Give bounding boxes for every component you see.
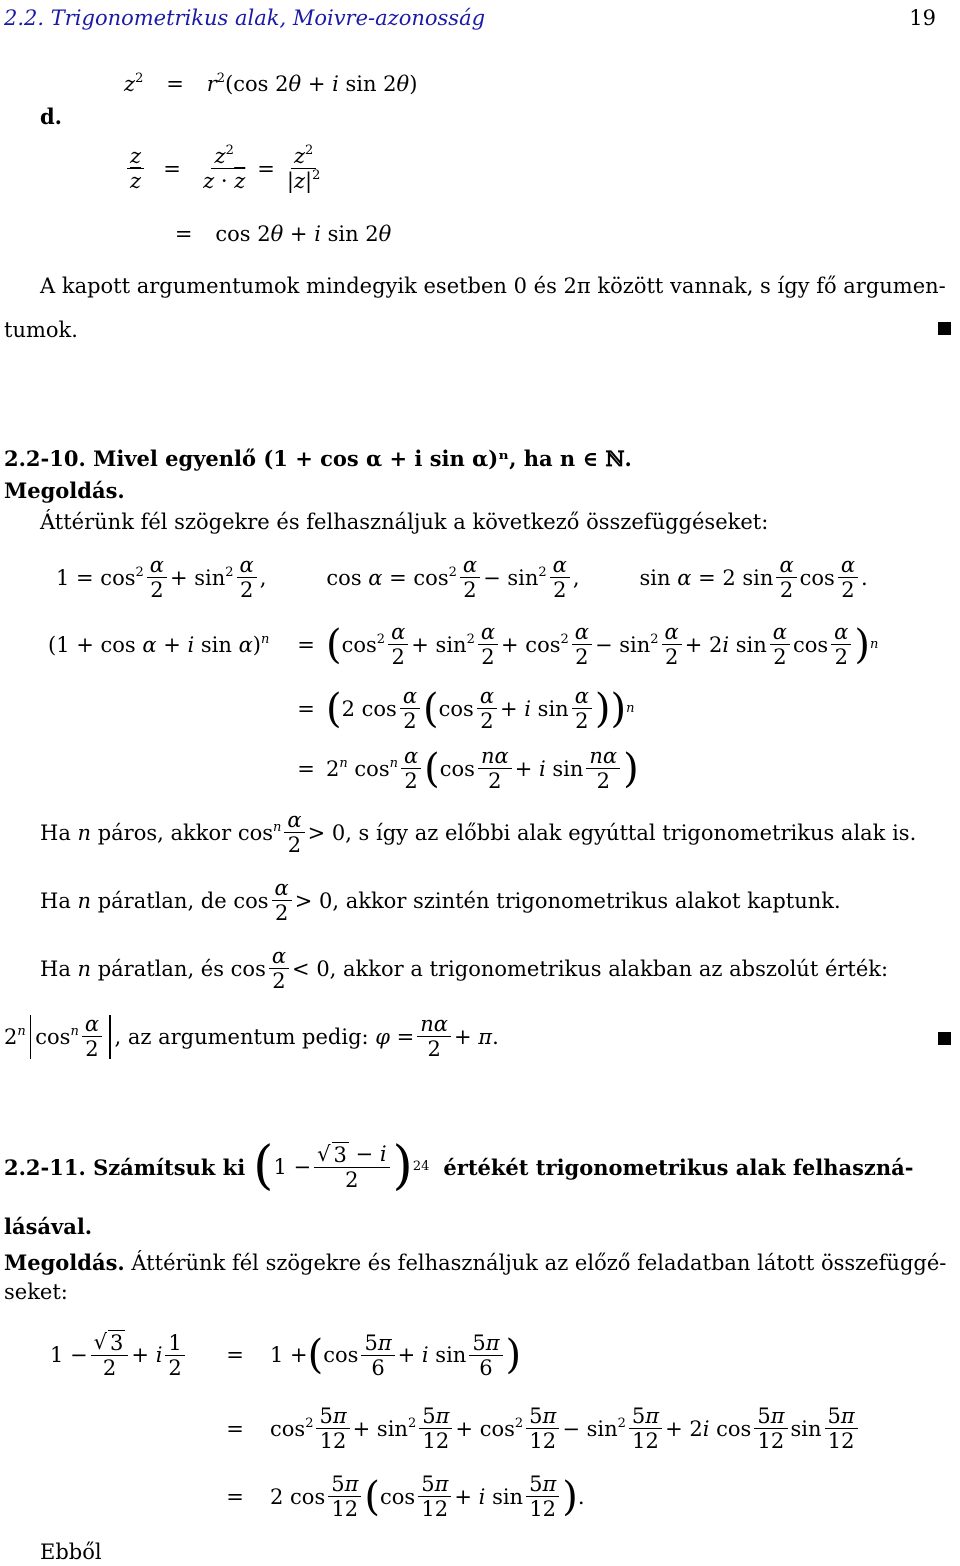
problem-11-title-cont: lásával. [4,1214,93,1239]
part-d-label: d. [40,104,62,129]
problem-11-intro-2: seket: [4,1280,68,1304]
problem-10-solution-label: Megoldás. [4,478,125,503]
eq-11-line1: 1 − √ 3 2 + i $\frac{1}{2}$ = 1 + ( cos $\frac{5\pi}{6}$ + i sin $\frac{5\pi}{6}$ ) [50,1330,522,1381]
eq-11-line2: = $\cos^2$ $\frac{5\pi}{12}$ + $\sin^2$ $\frac{5\pi}{12}$ + $\cos^2$ $\frac{5\pi}{12}$ − $\sin^2$ $\frac{5\pi}{12}$ + 2i cos $\frac{5\pi}{12}$ sin $\frac{5\pi}{12}$ [50,1404,861,1453]
eq-10-line2: = ( 2 cos $\frac{\alpha}{2}$ ( cos $\frac{\alpha}{2}$ + i sin $\frac{\alpha}{2}$ )) n [297,684,635,734]
problem-10-intro: Áttérünk fél szögekre és felhasználjuk a következő összefüggéseket: [40,510,769,534]
qed-square [938,322,951,335]
section-header: 2.2. Trigonometrikus alak, Moivre-azonosság [4,6,486,30]
eq-d-line2: $\frac{z}{z}$ = $\frac{z^2}{z \cdot \overline{z}}$ = $\frac{z^2}{|z|^2}$ [124,144,326,193]
eq-d-line3: = cos 2θ + i sin 2θ [174,222,392,246]
eq-11-line3: = 2 cos $\frac{5\pi}{12}$ ( cos $\frac{5\pi}{12}$ + i sin $\frac{5\pi}{12}$ ) . [226,1472,585,1522]
eq-10-line3: = 2$^n$ $\cos^n$ $\frac{\alpha}{2}$ ( cos $\frac{n\alpha}{2}$ + i sin $\frac{n\alpha}{2}$ ) [297,744,639,794]
case-3: Ha n páratlan, és cos $\frac{\alpha}{2}$ < 0, akkor a trigonometrikus alakban az abszolút érték: [40,944,889,994]
problem-11-intro-text: Áttérünk fél szögekre és felhasználjuk az előző feladatban látott összefüggé- [131,1251,947,1275]
eq-10-line1: (1 + cos α + i sin α)$^n$ = ( $\cos^2$ $\frac{\alpha}{2}$ + $\sin^2$ $\frac{\alpha}{2}$ + $\cos^2$ $\frac{\alpha}{2}$ − $\sin^2$ $\frac{\alpha}{2}$ + 2i sin $\frac{\alpha}{2}$ cos $\frac{\alpha}{2}$ ) n [48,620,879,670]
problem-11-intro [4,1250,946,1275]
eq-d-line1: $z^2 = r^2(\cos$ 2θ + i sin 2θ) [124,71,418,96]
case-1: Ha n páros, akkor $\cos^n$ $\frac{\alpha}{2}$ > 0, s így az előbbi alak egyúttal trigonometrikus alak is. [40,808,917,858]
part-d-conclusion-2: tumok. [4,318,78,342]
page-number: 19 [909,6,936,30]
problem-10-title: 2.2-10. Mivel egyenlő (1 + cos α + i sin α)ⁿ, ha n ∈ ℕ. [4,446,632,471]
problem-11-title: 2.2-11. Számítsuk ki ( 1 − √ 3 − i 2 ) 24 értékét trigonometrikus alak felhaszná- [4,1136,914,1197]
half-angle-identities: $1 = \cos^2$ $\frac{\alpha}{2}$ + $\sin^2$ $\frac{\alpha}{2}$ , $\cos \alpha = \cos^2$ $\frac{\alpha}{2}$ − $\sin^2$ $\frac{\alpha}{2}$ , sin α = 2 sin $\frac{\alpha}{2}$ cos $\frac{\alpha}{2}$ . [56,553,868,603]
part-d-conclusion: A kapott argumentumok mindegyik esetben 0 és 2π között vannak, s így fő argumen- [40,274,946,298]
qed-square [938,1032,951,1045]
case-2: Ha n páratlan, de cos $\frac{\alpha}{2}$ > 0, akkor szintén trigonometrikus alakot kaptunk. [40,876,841,926]
ebbol-text: Ebből [40,1540,102,1564]
case-3-continued: 2$^n$ $\cos^n$ $\frac{\alpha}{2}$ , az argumentum pedig: φ = $\frac{n\alpha}{2}$ + π. [4,1012,499,1062]
problem-11-solution-label: Megoldás. [4,1250,125,1275]
